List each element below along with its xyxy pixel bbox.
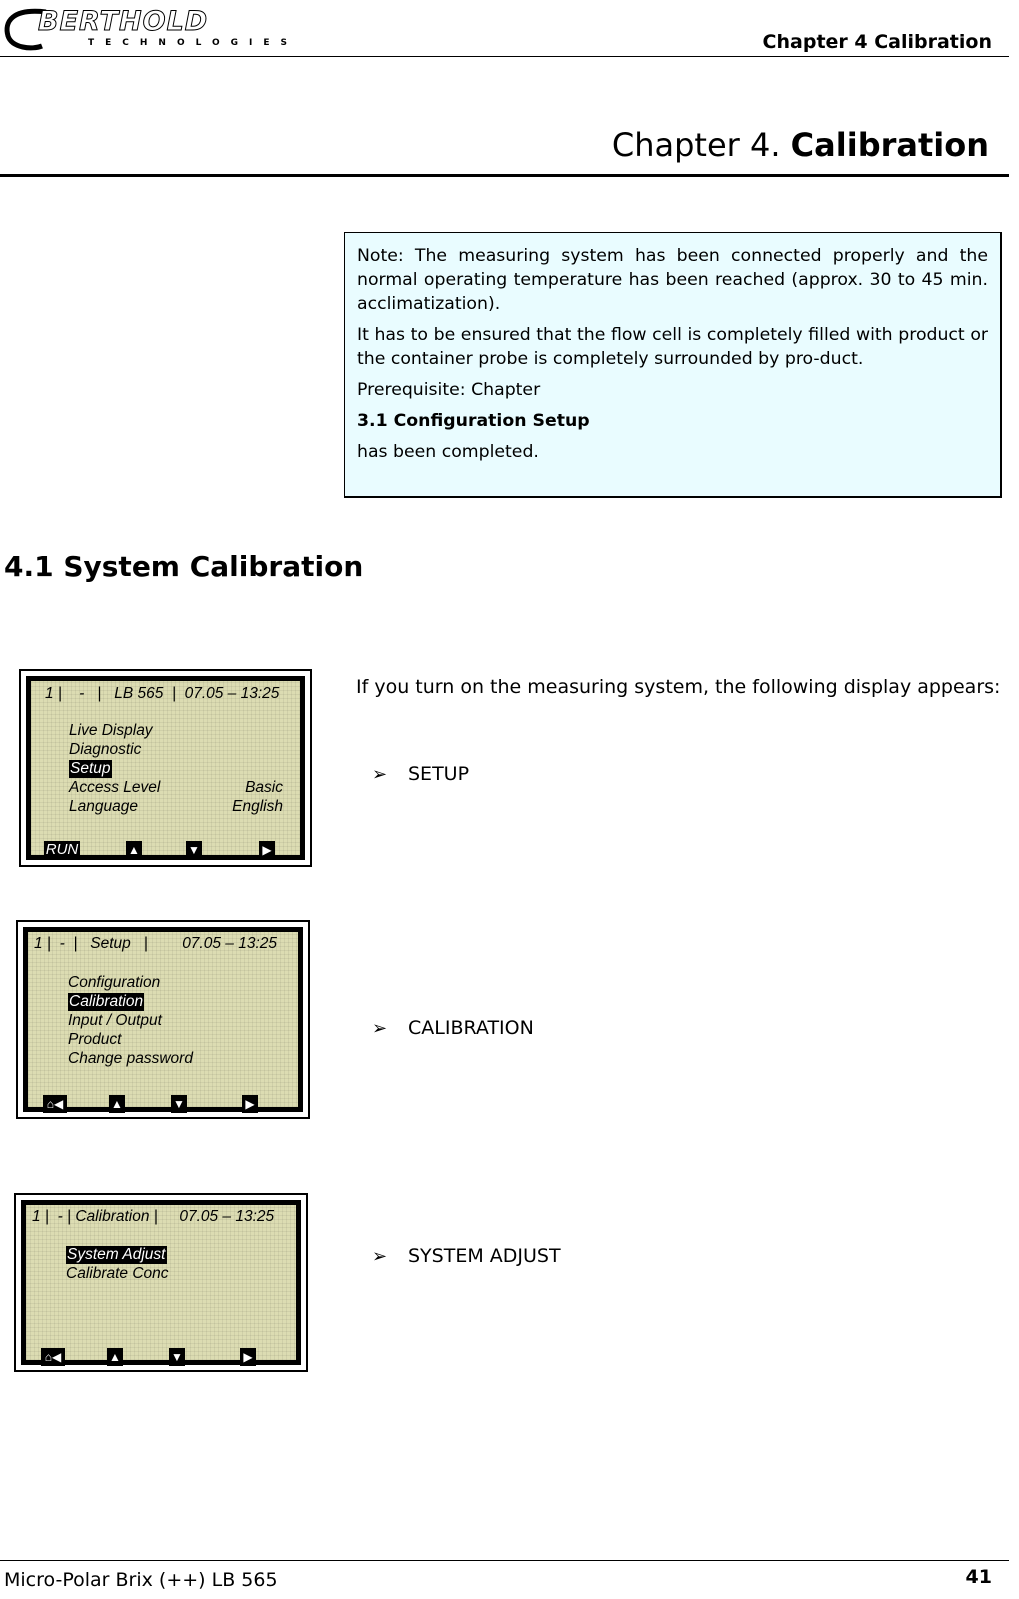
note-prerequisite: Prerequisite: Chapter <box>357 380 541 400</box>
intro-paragraph: If you turn on the measuring system, the following display appears: <box>356 676 1001 698</box>
bullet-calibration <box>372 1017 534 1039</box>
menu-item-calibrate-conc: Calibrate Conc <box>66 1265 169 1282</box>
chapter-title <box>612 126 989 164</box>
menu-item-system-adjust-selected: System Adjust <box>67 1246 166 1263</box>
note-box <box>344 232 1002 498</box>
note-completed: has been completed. <box>357 442 539 462</box>
page-number: 41 <box>965 1566 992 1588</box>
arrow-bullet-icon: ➢ <box>372 1018 388 1039</box>
access-level-value: Basic <box>245 779 283 796</box>
up-arrow-icon: ▲ <box>126 841 142 859</box>
menu-item-access-level: Access Level <box>69 779 161 796</box>
down-arrow-icon: ▼ <box>169 1348 185 1366</box>
lcd-screen-main-menu <box>19 669 312 867</box>
down-arrow-icon: ▼ <box>171 1095 187 1113</box>
menu-item-product: Product <box>68 1031 122 1048</box>
company-logo <box>2 4 302 54</box>
menu-item-diagnostic: Diagnostic <box>69 741 142 758</box>
note-chapter-reference: 3.1 Configuration Setup <box>357 411 590 431</box>
menu-item-input-output: Input / Output <box>68 1012 162 1029</box>
right-arrow-icon: ▶ <box>259 841 275 859</box>
title-divider <box>0 174 1009 177</box>
menu-item-calibration-selected: Calibration <box>69 993 144 1010</box>
right-arrow-icon: ▶ <box>240 1348 256 1366</box>
menu-item-change-password: Change password <box>68 1050 193 1067</box>
down-arrow-icon: ▼ <box>186 841 202 859</box>
home-back-icon: ⌂◀ <box>41 1348 65 1366</box>
up-arrow-icon: ▲ <box>107 1348 123 1366</box>
footer-product-name: Micro-Polar Brix (++) LB 565 <box>4 1569 278 1591</box>
section-heading: 4.1 System Calibration <box>4 550 364 583</box>
chapter-title-prefix: Chapter 4. <box>611 126 781 164</box>
header-divider <box>0 56 1009 57</box>
bullet-setup <box>372 763 469 785</box>
up-arrow-icon: ▲ <box>109 1095 125 1113</box>
logo-subtitle: TECHNOLOGIES <box>88 38 299 48</box>
chapter-title-bold: Calibration <box>790 126 989 164</box>
note-paragraph-2: It has to be ensured that the flow cell is completely filled with product or the container probe is completely surrounded by pro-duct. <box>357 325 988 369</box>
menu-item-language: Language <box>69 798 138 815</box>
bullet-calibration-text: CALIBRATION <box>408 1017 534 1039</box>
right-arrow-icon: ▶ <box>242 1095 258 1113</box>
lcd-status-line: 1 | - | LB 565 | 07.05 – 13:25 <box>45 685 280 702</box>
menu-item-live-display: Live Display <box>69 722 153 739</box>
language-value: English <box>232 798 283 815</box>
run-key: RUN <box>45 841 79 858</box>
bullet-system-adjust <box>372 1245 561 1267</box>
footer-divider <box>0 1560 1009 1561</box>
lcd-status-line: 1 | - | Setup | 07.05 – 13:25 <box>34 935 277 952</box>
arrow-bullet-icon: ➢ <box>372 1246 388 1267</box>
home-back-icon: ⌂◀ <box>43 1095 67 1113</box>
running-header-chapter: Chapter 4 Calibration <box>762 31 992 53</box>
bullet-setup-text: SETUP <box>408 763 470 785</box>
lcd-status-line: 1 | - | Calibration | 07.05 – 13:25 <box>32 1208 275 1225</box>
bullet-system-adjust-text: SYSTEM ADJUST <box>408 1245 561 1267</box>
note-paragraph-1: Note: The measuring system has been connected properly and the normal operating temperature has been reached (approx. 30 to 45 min. acclimatization). <box>357 246 988 314</box>
logo-wordmark: BERTHOLD <box>38 6 209 37</box>
arrow-bullet-icon: ➢ <box>372 764 388 785</box>
menu-item-configuration: Configuration <box>68 974 161 991</box>
lcd-screen-setup-menu <box>16 920 310 1119</box>
lcd-screen-calibration-menu <box>14 1193 308 1372</box>
menu-item-setup-selected: Setup <box>70 760 111 777</box>
